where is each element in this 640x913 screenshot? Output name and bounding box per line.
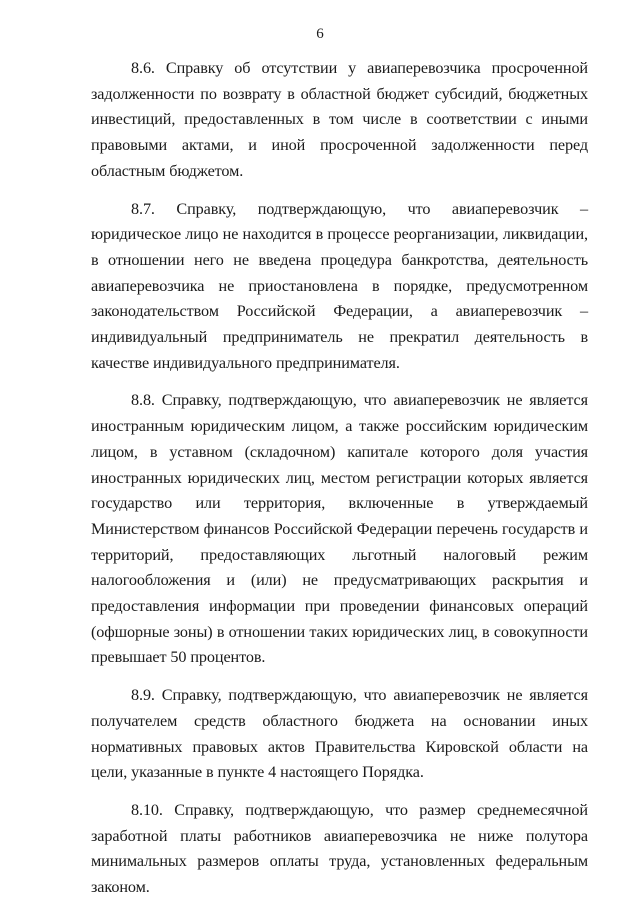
paragraph-8-9: 8.9. Справку, подтверждающую, что авиаперевозчик не является получателем средств областного бюджета на основании иных нормативных правовых актов Правительства Кировской области на цели, указанные в пункте 4 настоящего Порядка. [91, 686, 588, 782]
document-body [91, 56, 588, 913]
paragraph-8-6: 8.6. Справку об отсутствии у авиаперевозчика просроченной задолженности по возврату в областной бюджет субсидий, бюджетных инвестиций, предоставленных в том числе в соответствии с иными правовыми актами, и иной просроченной задолженности перед областным бюджетом. [91, 59, 588, 180]
page-number: 6 [316, 26, 324, 42]
paragraph-8-7: 8.7. Справку, подтверждающую, что авиаперевозчик – юридическое лицо не находится в процессе реорганизации, ликвидации, в отношении него не введена процедура банкротства, деятельность авиаперевозчика не приостановлена в порядке, предусмотренном законодательством Российской Федерации, а авиаперевозчик – индивидуальный предприниматель не прекратил деятельность в качестве индивидуального предпринимателя. [91, 199, 588, 372]
paragraph-8-8: 8.8. Справку, подтверждающую, что авиаперевозчик не является иностранным юридическим лицом, а также российским юридическим лицом, в уставном (складочном) капитале которого доля участия иностранных юридических лиц, местом регистрации которых является государство или территория, включенные в утверждаемый Министерством финансов Российской Федерации перечень государств и территорий, предоставляющих льготный налоговый режим налогообложения и (или) не предусматривающих раскрытия и предоставления информации при проведении финансовых операций (офшорные зоны) в отношении таких юридических лиц, в совокупности превышает 50 процентов. [91, 391, 588, 667]
paragraph-8-10: 8.10. Справку, подтверждающую, что размер среднемесячной заработной платы работников авиаперевозчика не ниже полутора минимальных размеров оплаты труда, установленных федеральным законом. [91, 800, 588, 897]
